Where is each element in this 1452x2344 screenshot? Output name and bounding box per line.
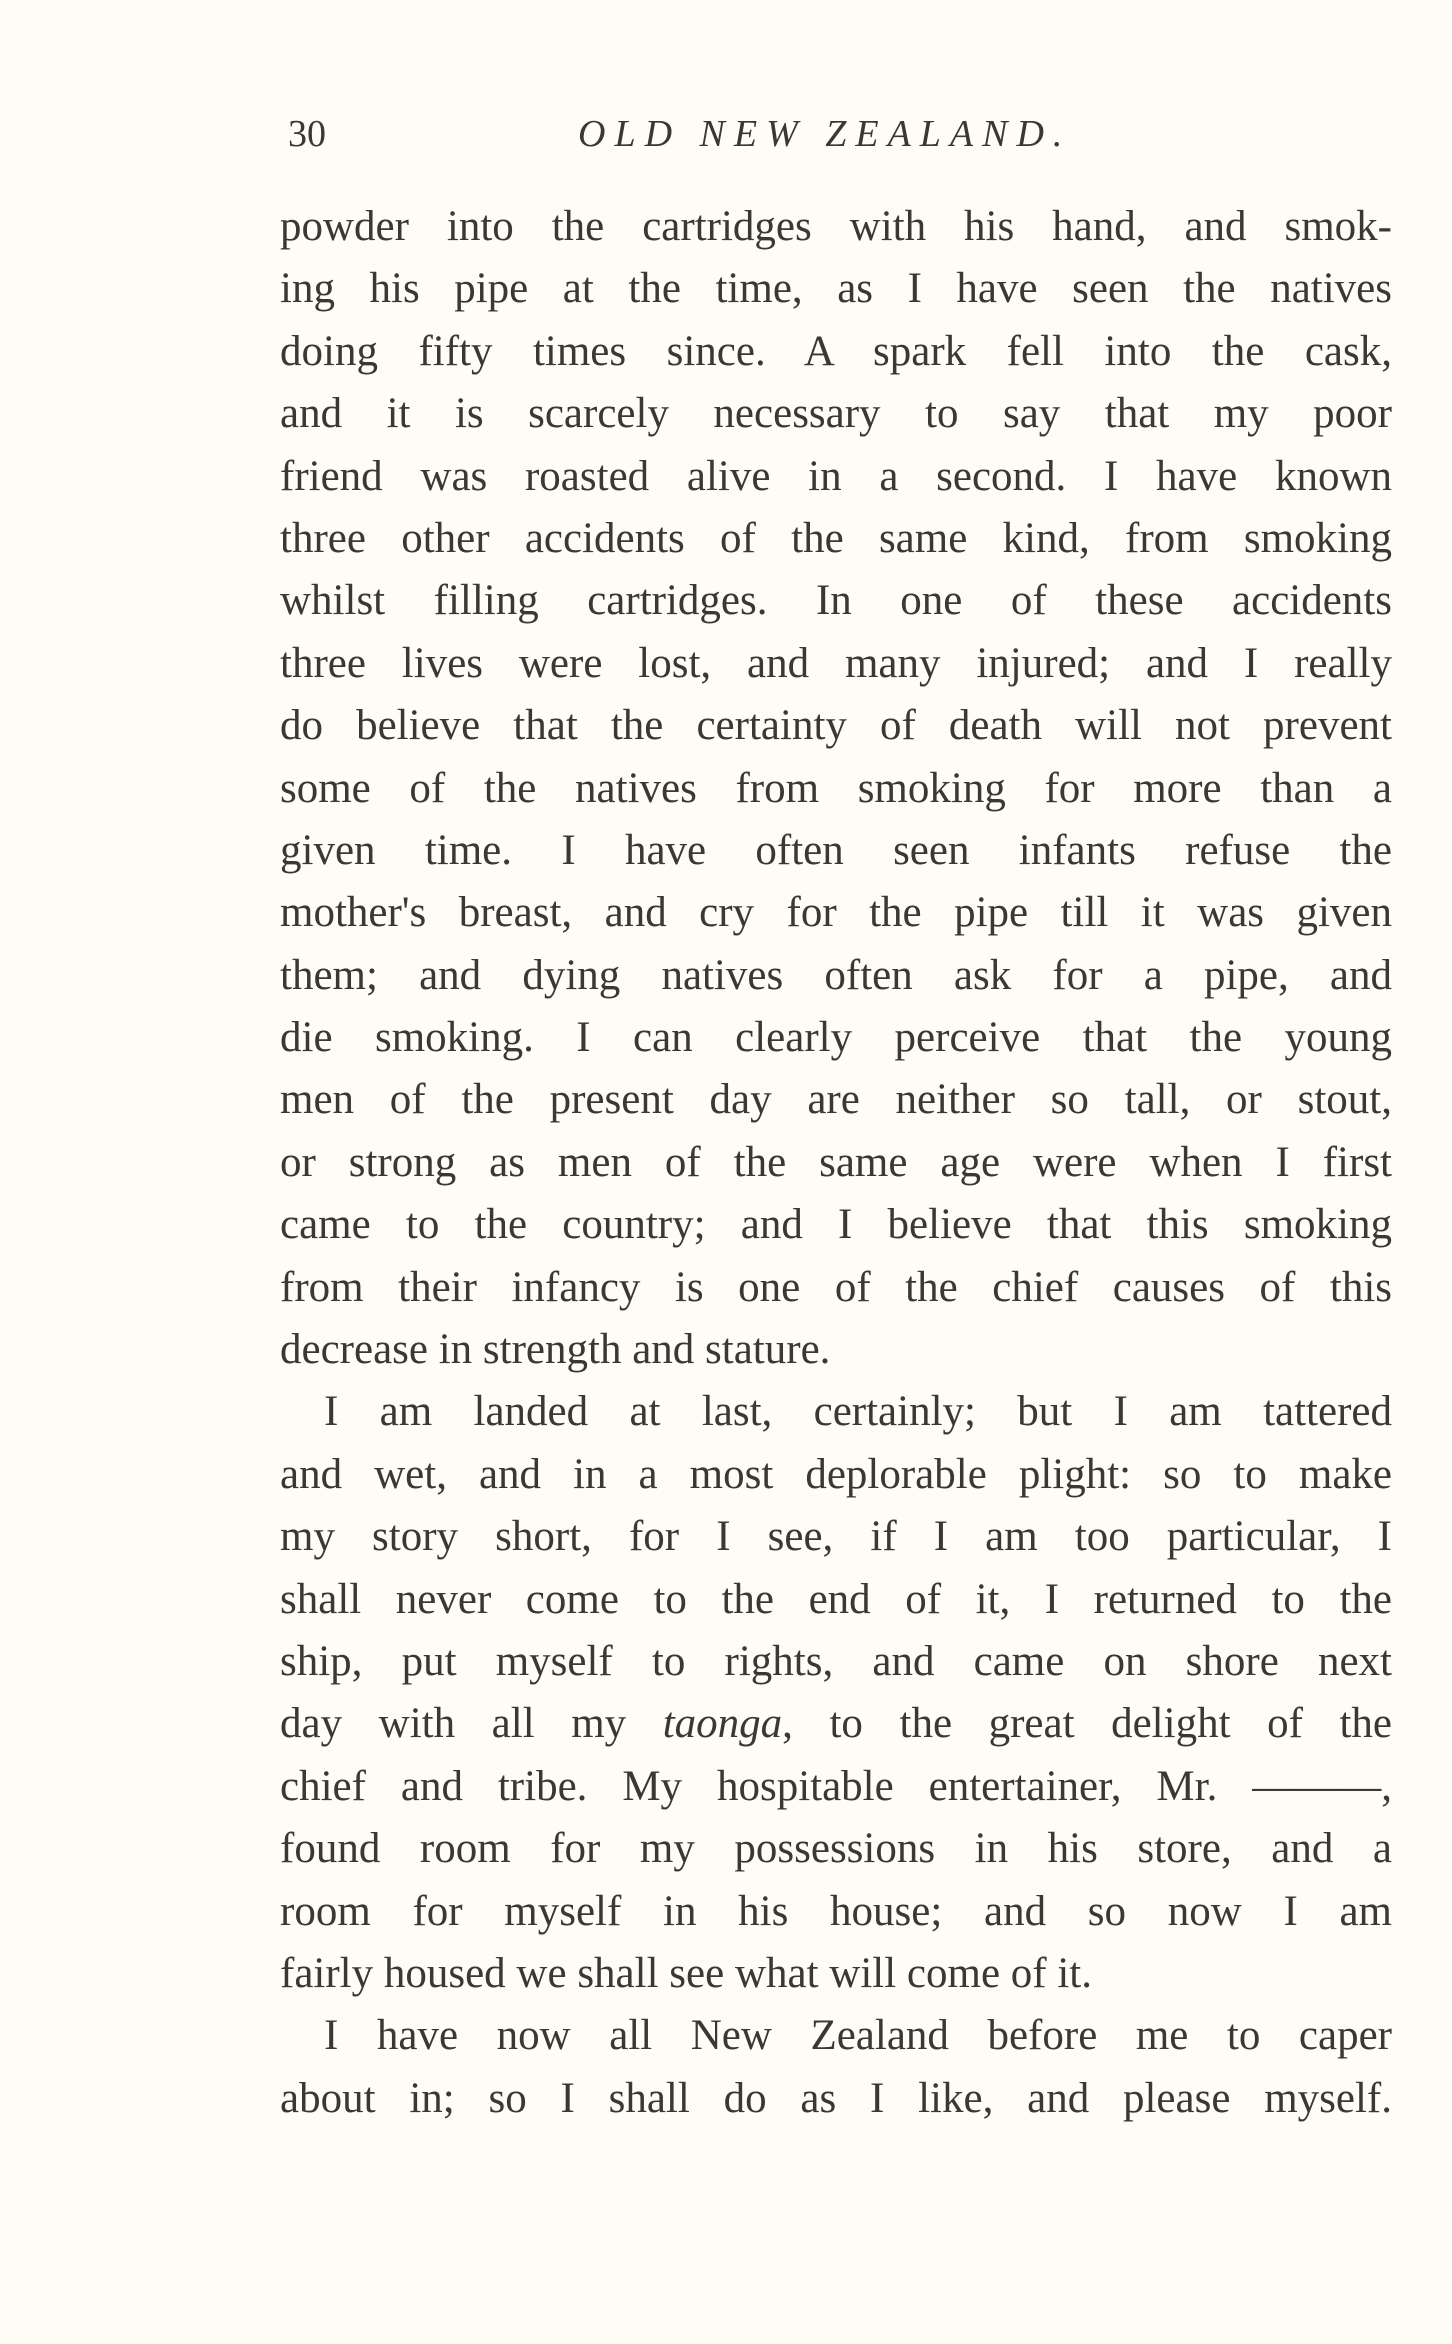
text-line: I am landed at last, certainly; but I am tattered [324,1388,1392,1436]
text-line: I have now all New Zealand before me to caper [324,2012,1392,2060]
text-line: decrease in strength and stature. [280,1326,831,1374]
text-line: from their infancy is one of the chief causes of this [280,1263,1392,1311]
text-line: men of the present day are neither so tall, or stout, [280,1076,1392,1124]
text-line: doing fifty times since. A spark fell into the cask, [280,327,1392,375]
text-line: and wet, and in a most deplorable plight: so to make [280,1450,1392,1498]
page-body-text [280,196,1392,2130]
page-header [288,112,1392,172]
text-line: friend was roasted alive in a second. I have known [280,452,1392,500]
text-line: my story short, for I see, if I am too particular, I [280,1513,1392,1561]
text-line: found room for my possessions in his store, and a [280,1825,1392,1873]
italic-word: taonga [662,1700,783,1748]
text-line [280,1693,1392,1755]
text-line: shall never come to the end of it, I returned to the [280,1575,1392,1623]
text-segment: day with all my [280,1700,663,1748]
text-line: three other accidents of the same kind, from smoking [280,514,1392,562]
text-line: die smoking. I can clearly perceive that the young [280,1014,1392,1062]
text-line: some of the natives from smoking for more than a [280,764,1392,812]
text-line: them; and dying natives often ask for a pipe, and [280,951,1392,999]
text-line: room for myself in his house; and so now I am [280,1887,1392,1935]
text-line: fairly housed we shall see what will come of it. [280,1949,1093,1997]
page-number: 30 [288,113,326,155]
text-line: ship, put myself to rights, and came on shore next [280,1637,1392,1685]
text-line: about in; so I shall do as I like, and please myself. [280,2074,1392,2122]
text-line: ing his pipe at the time, as I have seen the natives [280,265,1392,313]
text-segment: , to the great delight of the [782,1700,1392,1748]
text-line: came to the country; and I believe that this smoking [280,1201,1392,1249]
text-line: or strong as men of the same age were when I first [280,1138,1392,1186]
text-line: do believe that the certainty of death will not prevent [280,702,1392,750]
text-line: three lives were lost, and many injured; and I really [280,639,1392,687]
text-line: chief and tribe. My hospitable entertainer, Mr. ———, [280,1762,1392,1810]
text-line: and it is scarcely necessary to say that my poor [280,390,1392,438]
text-line: powder into the cartridges with his hand, and smok- [280,203,1392,250]
text-line: given time. I have often seen infants refuse the [280,826,1392,874]
text-line: mother's breast, and cry for the pipe till it was given [280,889,1392,937]
text-line: whilst filling cartridges. In one of these accidents [280,577,1392,625]
running-title: OLD NEW ZEALAND. [578,113,1072,155]
